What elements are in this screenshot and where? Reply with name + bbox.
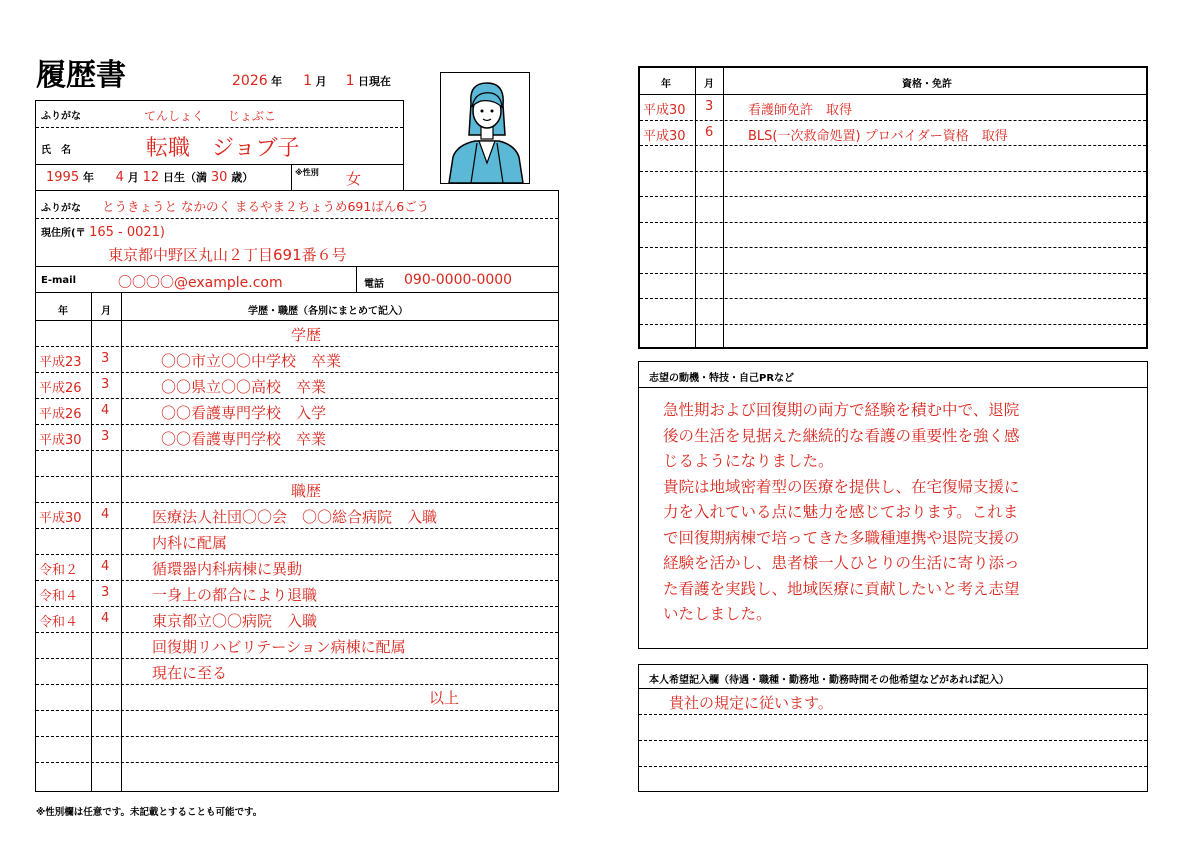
license-row — [640, 273, 1146, 299]
motivation-text — [663, 398, 1020, 628]
history-row-year: 平成26 — [39, 381, 82, 396]
gender-value: 女 — [346, 170, 362, 188]
history-table — [35, 292, 559, 792]
history-row-text: 一身上の都合により退職 — [152, 586, 318, 604]
date-month-unit: 月 — [315, 75, 327, 88]
request-value: 貴社の規定に従います。 — [669, 694, 833, 712]
age: 30 — [210, 170, 228, 185]
page-title: 履歴書 — [36, 58, 126, 93]
history-row-text: 〇〇市立〇〇中学校 卒業 — [161, 352, 342, 370]
history-row-month: 3 — [101, 377, 110, 392]
license-row — [640, 94, 1146, 120]
furigana-label: ふりがな — [41, 111, 81, 122]
license-row — [640, 171, 1146, 197]
date-year: 2026 — [232, 73, 268, 89]
history-row — [36, 710, 558, 736]
license-row — [640, 324, 1146, 350]
address-block — [35, 190, 559, 293]
history-col-content: 学歴・職歴（各別にまとめて記入） — [248, 306, 408, 317]
motivation-line: 経験を活かし、患者様一人ひとりの生活に寄り添っ — [663, 554, 1020, 572]
motivation-label: 志望の動機・特技・自己PRなど — [649, 373, 795, 384]
birth-year: 1995 — [46, 170, 80, 185]
license-row — [640, 247, 1146, 273]
history-row-month: 4 — [101, 559, 110, 574]
history-row-text: 〇〇県立〇〇高校 卒業 — [161, 378, 327, 396]
email-value: 〇〇〇〇@example.com — [118, 275, 283, 291]
history-row — [36, 424, 558, 450]
date-line — [232, 73, 391, 89]
history-row-year: 令和４ — [39, 615, 79, 630]
date-month: 1 — [303, 73, 313, 89]
postal-code: 165 - 0021) — [89, 225, 165, 240]
address-label: 現住所 — [41, 228, 71, 239]
history-row — [36, 398, 558, 424]
person-avatar-icon — [441, 73, 529, 183]
photo-box — [440, 72, 530, 184]
history-row-year: 平成30 — [39, 433, 82, 448]
name-label: 氏 名 — [41, 145, 71, 156]
license-row-text: BLS(一次救命処置) プロバイダー資格 取得 — [748, 128, 1008, 144]
history-row — [36, 476, 558, 502]
address-label-line — [41, 224, 165, 240]
history-row — [36, 606, 558, 632]
history-row-month: 4 — [101, 507, 110, 522]
history-row-month: 4 — [101, 403, 110, 418]
history-row — [36, 684, 558, 710]
history-col-year: 年 — [58, 306, 68, 317]
history-row — [36, 346, 558, 372]
history-row-year: 平成26 — [39, 407, 82, 422]
history-row — [36, 762, 558, 788]
history-row-year: 令和４ — [39, 589, 79, 604]
history-row-text: 循環器内科病棟に異動 — [152, 560, 303, 578]
history-row-month: 3 — [101, 585, 110, 600]
motivation-line: 後の生活を見据えた継続的な看護の重要性を強く感 — [663, 426, 1020, 445]
phone-label: 電話 — [364, 279, 384, 290]
history-row-text: 回復期リハビリテーション病棟に配属 — [152, 638, 406, 656]
history-row — [36, 528, 558, 554]
history-row-month: 3 — [101, 351, 110, 366]
history-row-text: 医療法人社団〇〇会 〇〇総合病院 入職 — [152, 508, 438, 526]
license-row — [640, 298, 1146, 324]
motivation-line: じるようになりました。 — [663, 452, 834, 470]
history-row — [36, 580, 558, 606]
name-block — [35, 100, 404, 191]
license-col-content: 資格・免許 — [902, 79, 952, 90]
license-row — [640, 222, 1146, 248]
license-row-text: 看護師免許 取得 — [748, 103, 853, 118]
history-row-text: 学歴 — [291, 326, 322, 344]
address-furigana-value: とうきょうと なかのく まるやま２ちょうめ691ばん6ごう — [102, 199, 430, 214]
phone-value: 090-0000-0000 — [404, 272, 513, 288]
history-row-text: 〇〇看護専門学校 卒業 — [161, 430, 327, 448]
birth-day-unit: 日生（満 — [162, 171, 207, 184]
birth-month-unit: 月 — [127, 171, 139, 184]
history-row-text: 現在に至る — [152, 664, 228, 682]
motivation-line: 急性期および回復期の両方で経験を積む中で、退院 — [663, 401, 1020, 419]
license-col-month: 月 — [704, 79, 714, 90]
history-row-month: 3 — [101, 429, 110, 444]
history-row — [36, 554, 558, 580]
address-furigana-label: ふりがな — [41, 203, 81, 214]
history-row — [36, 736, 558, 762]
age-unit: 歳） — [231, 171, 254, 184]
date-year-unit: 年 — [271, 75, 283, 88]
history-row-month: 4 — [101, 611, 110, 626]
history-col-month: 月 — [101, 306, 111, 317]
history-row — [36, 502, 558, 528]
birth-year-unit: 年 — [82, 171, 94, 184]
request-box — [638, 664, 1148, 792]
birth-month: 4 — [115, 170, 124, 185]
history-row-text: 内科に配属 — [152, 534, 228, 552]
history-row — [36, 320, 558, 346]
license-row — [640, 145, 1146, 171]
history-row-text: 〇〇看護専門学校 入学 — [161, 404, 327, 422]
history-row-text: 以上 — [429, 689, 460, 707]
license-row-year: 平成30 — [643, 128, 686, 144]
history-row-text: 職歴 — [291, 482, 322, 500]
gender-label: ※性別 — [295, 168, 319, 177]
license-table — [638, 66, 1148, 349]
birth-day: 12 — [142, 170, 160, 185]
request-label: 本人希望記入欄（待遇・職種・勤務地・勤務時間その他希望などがあれば記入） — [649, 675, 1009, 686]
license-col-year: 年 — [661, 79, 671, 90]
history-row — [36, 632, 558, 658]
license-row — [640, 196, 1146, 222]
birth-line — [46, 169, 253, 185]
history-row-year: 平成30 — [39, 511, 82, 526]
postal-prefix: (〒 — [71, 228, 86, 239]
motivation-line: いたしました。 — [663, 605, 772, 623]
license-row-year: 平成30 — [643, 103, 686, 118]
date-day-unit: 日現在 — [357, 75, 391, 88]
motivation-line: で回復期病棟で培ってきた多職種連携や退院支援の — [663, 528, 1020, 547]
history-row — [36, 372, 558, 398]
motivation-line: 力を入れている点に魅力を感じております。これま — [663, 503, 1019, 521]
license-row-month: 3 — [705, 99, 714, 114]
email-label: E-mail — [41, 275, 77, 286]
footnote: ※性別欄は任意です。未記載とすることも可能です。 — [36, 807, 263, 818]
history-row — [36, 658, 558, 684]
license-row — [640, 120, 1146, 146]
history-row — [36, 450, 558, 476]
history-row-text: 東京都立〇〇病院 入職 — [152, 612, 318, 630]
motivation-line: た看護を実践し、地域医療に貢献したいと考え志望 — [663, 579, 1020, 598]
motivation-line: 貴院は地域密着型の医療を提供し、在宅復帰支援に — [663, 477, 1020, 496]
furigana-value: てんしょく じょぶこ — [144, 109, 277, 123]
history-row-year: 令和２ — [39, 563, 79, 578]
motivation-box — [638, 361, 1148, 649]
date-day: 1 — [345, 73, 355, 89]
address-value: 東京都中野区丸山２丁目691番６号 — [108, 246, 347, 264]
license-row-month: 6 — [705, 124, 714, 140]
history-row-year: 平成23 — [39, 355, 82, 370]
name-value: 転職 ジョブ子 — [146, 136, 300, 161]
